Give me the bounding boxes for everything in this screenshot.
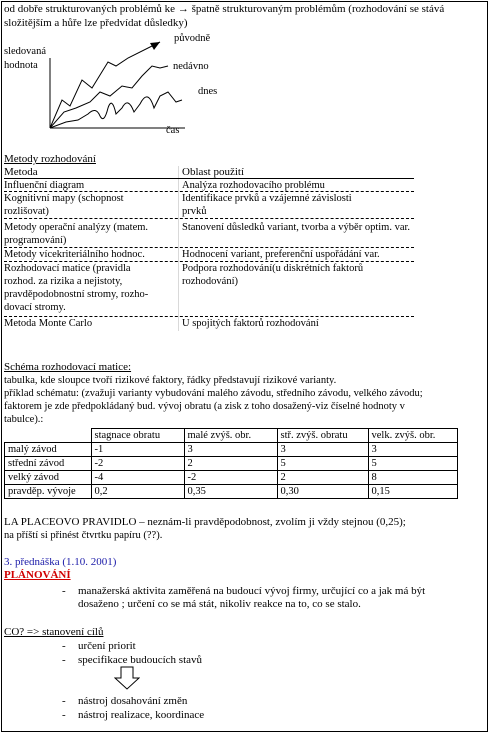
table-cell: 2 [277, 471, 368, 485]
decision-matrix-table [4, 428, 458, 499]
method-2b: rozlišovat) [4, 206, 49, 217]
table-cell: 5 [368, 457, 457, 471]
goals-line: CO? => stanovení cílů [4, 626, 104, 638]
table-corner [5, 429, 92, 443]
area-2b: prvků [182, 206, 207, 217]
table-cell: 3 [184, 443, 277, 457]
bullet-dash: - [62, 654, 66, 666]
bullet-realization-tool: nástroj realizace, koordinace [78, 709, 205, 721]
lecture-heading: 3. přednáška (1.10. 2001) [4, 556, 117, 568]
row-divider [4, 191, 414, 192]
schema-heading: Schéma rozhodovací matice: [4, 361, 132, 373]
area-5a: Podpora rozhodování(u diskrétních faktorů [182, 263, 364, 274]
method-2a: Kognitivní mapy (schopnost [4, 193, 124, 204]
table-header-cell: stř. zvýš. obratu [277, 429, 368, 443]
schema-line-1: tabulka, kde sloupce tvoří rizikové faktory, řádky představují rizikové varianty. [4, 375, 337, 386]
table-cell: -2 [184, 471, 277, 485]
laplace-line-2: na příští si přinést čtvrtku papíru (??). [4, 530, 163, 541]
method-5b: rozhod. za rizika a nejistoty, [4, 276, 123, 287]
table-cell: malý závod [5, 443, 92, 457]
curve-recent [50, 66, 168, 128]
plan-bullet-dash: - [62, 585, 66, 597]
table-row [5, 457, 458, 471]
area-6: U spojitých faktorů rozhodování [182, 318, 319, 329]
bullet-future-states: specifikace budoucích stavů [78, 654, 203, 666]
table-header-cell: malé zvýš. obr. [184, 429, 277, 443]
method-6: Metoda Monte Carlo [4, 318, 93, 329]
method-5a: Rozhodovací matice (pravidla [4, 263, 131, 274]
graph-ylabel-2: hodnota [4, 60, 38, 71]
table-cell: 0,2 [91, 485, 184, 499]
method-1: Influenční diagram [4, 180, 85, 191]
row-divider [4, 316, 414, 317]
schema-line-2: příklad schématu: (zvažuji varianty vybudování malého závodu, středního závodu, velkého závodu; [4, 388, 423, 399]
schema-line-3: faktorem je zde předpokládaný bud. vývoj obratu (a zisk z toho dosažený-viz číselné hodnoty v [4, 401, 405, 412]
bullet-dash: - [62, 709, 66, 721]
intro-line-1: od dobře strukturovaných problémů ke → špatně strukturovaným problémům (rozhodování se stává [4, 3, 445, 15]
graph-ylabel-1: sledovaná [4, 46, 46, 57]
table-cell: -2 [91, 457, 184, 471]
table-header-cell: stagnace obratu [91, 429, 184, 443]
method-3b: programování) [4, 235, 67, 246]
table-cell: 8 [368, 471, 457, 485]
table-cell: 2 [184, 457, 277, 471]
bullet-dash: - [62, 640, 66, 652]
table-cell: 0,15 [368, 485, 457, 499]
curve-label-recent: nedávno [173, 61, 209, 72]
table-header-row [5, 429, 458, 443]
methods-heading: Metody rozhodování [4, 153, 96, 165]
methods-col-area: Oblast použití [182, 166, 245, 178]
method-3a: Metody operační analýzy (matem. [4, 222, 149, 233]
method-5d: dovací stromy. [4, 302, 66, 313]
row-divider [4, 247, 414, 248]
bullet-dash: - [62, 695, 66, 707]
table-row [5, 471, 458, 485]
bullet-priorities: určení priorit [78, 640, 136, 652]
table-cell: 0,35 [184, 485, 277, 499]
method-4: Metody vícekriteriálního hodnoc. [4, 249, 145, 260]
table-cell: 5 [277, 457, 368, 471]
table-cell: střední závod [5, 457, 92, 471]
table-row [5, 485, 458, 499]
down-arrow-icon [114, 666, 140, 690]
curve-label-original: původně [174, 33, 211, 44]
table-cell: -4 [91, 471, 184, 485]
row-divider [4, 218, 414, 219]
area-5b: rozhodování) [182, 276, 238, 287]
table-cell: 0,30 [277, 485, 368, 499]
curve-label-today: dnes [198, 86, 218, 97]
table-cell: 3 [368, 443, 457, 457]
methods-header-rule [4, 178, 414, 179]
curve-original [50, 42, 160, 128]
method-5c: pravděpodobnostní stromy, rozho- [4, 289, 149, 300]
planning-heading: PLÁNOVÁNÍ [4, 569, 71, 581]
bullet-change-tool: nástroj dosahování změn [78, 695, 188, 707]
table-cell: pravděp. vývoje [5, 485, 92, 499]
plan-item-line-1: manažerská aktivita zaměřená na budoucí vývoj firmy, určující co a jak má být [78, 585, 426, 597]
area-2a: Identifikace prvků a vzájemné závislosti [182, 193, 352, 204]
row-divider [4, 261, 414, 262]
area-4: Hodnocení variant, preferenční uspořádání var. [182, 249, 380, 260]
table-header-cell: velk. zvýš. obr. [368, 429, 457, 443]
table-row [5, 443, 458, 457]
laplace-line-1: LA PLACEOVO PRAVIDLO – neznám-li pravděpodobnost, zvolím ji vždy stejnou (0,25); [4, 516, 406, 528]
plan-item-line-2: dosaženo ; určení co se má stát, nikoliv reakce na to, co se stalo. [78, 598, 361, 610]
schema-line-4: tabulce).: [4, 414, 44, 425]
table-cell: -1 [91, 443, 184, 457]
table-cell: 3 [277, 443, 368, 457]
intro-line-2: složitějším a hůře lze předvídat důsledky) [4, 17, 188, 29]
graph-xlabel: čas [166, 125, 180, 136]
area-3: Stanovení důsledků variant, tvorba a výběr optim. var. [182, 222, 411, 233]
methods-col-method: Metoda [4, 166, 38, 178]
table-cell: velký závod [5, 471, 92, 485]
column-divider [178, 166, 179, 331]
area-1: Analýza rozhodovacího problému [182, 180, 325, 191]
